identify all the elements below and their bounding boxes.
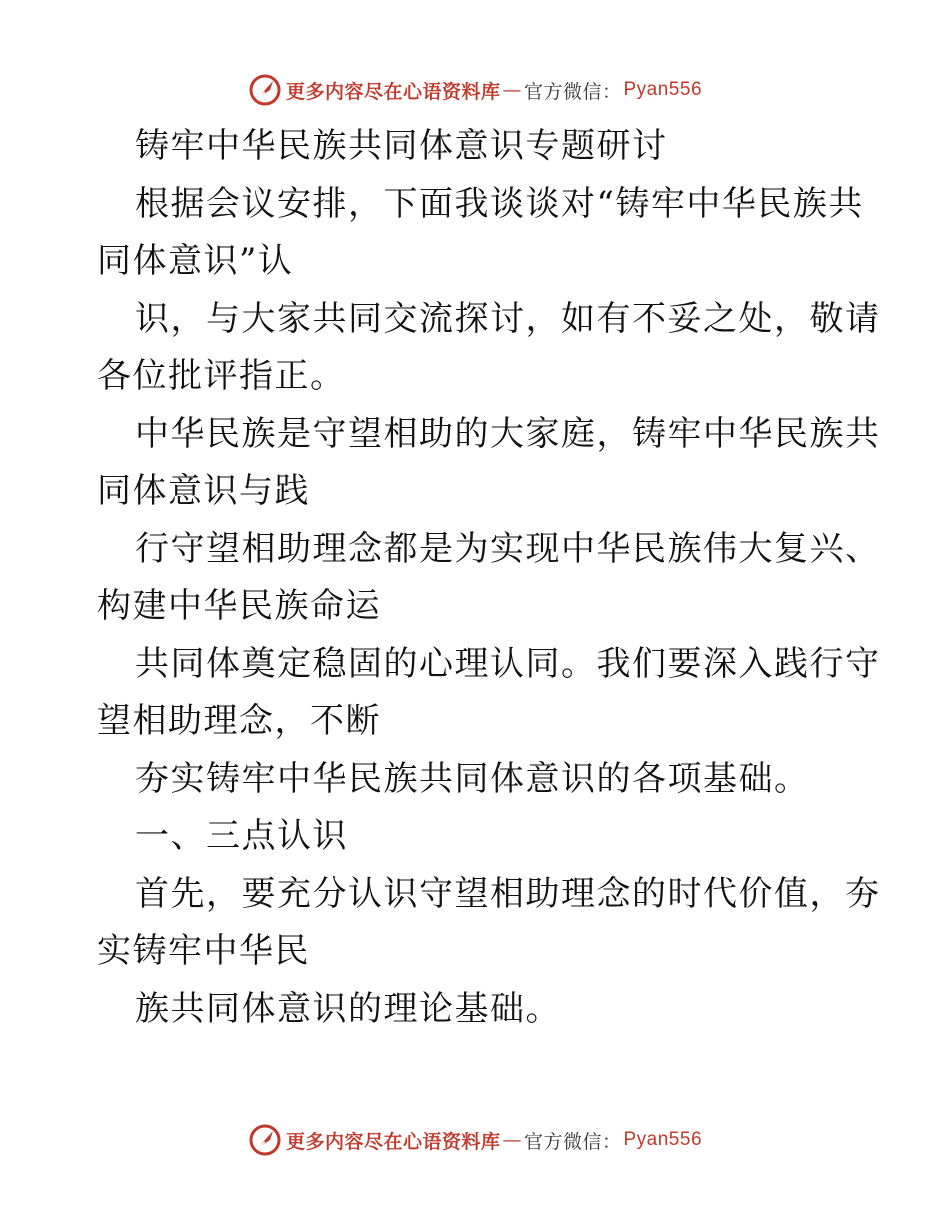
watermark-wechat-label: 官方微信： — [523, 80, 622, 103]
document-title: 铸牢中华民族共同体意识专题研讨 — [135, 126, 668, 166]
header-watermark-banner — [0, 70, 950, 110]
watermark-dash: — — [502, 1129, 522, 1151]
quill-logo-icon — [248, 1123, 282, 1157]
section-heading: 一、三点认识 — [135, 816, 348, 856]
text-line: 同体意识与践 — [97, 471, 310, 511]
quill-logo-icon — [248, 73, 282, 107]
watermark-wechat-id: Pyan556 — [623, 79, 703, 100]
text-line: 族共同体意识的理论基础。 — [135, 988, 561, 1029]
watermark-wechat-id: Pyan556 — [623, 1129, 703, 1150]
text-line: 夯实铸牢中华民族共同体意识的各项基础。 — [135, 758, 810, 799]
watermark-main-text: 更多内容尽在心语资料库 — [285, 1130, 501, 1153]
text-line: 行守望相助理念都是为实现中华民族伟大复兴、 — [135, 528, 881, 569]
text-line: 同体意识”认 — [97, 241, 294, 281]
text-line: 共同体奠定稳固的心理认同。我们要深入践行守 — [135, 643, 881, 684]
text-line: 构建中华民族命运 — [97, 586, 381, 626]
watermark-text — [286, 77, 702, 104]
text-line: 望相助理念，不断 — [97, 701, 381, 741]
text-line: 首先，要充分认识守望相助理念的时代价值，夯 — [135, 873, 881, 914]
watermark-text — [286, 1127, 702, 1154]
watermark-main-text: 更多内容尽在心语资料库 — [285, 80, 501, 103]
watermark-dash: — — [502, 79, 522, 101]
text-line: 实铸牢中华民 — [97, 931, 310, 971]
text-line: 根据会议安排，下面我谈谈对“铸牢中华民族共 — [135, 183, 864, 224]
document-body — [97, 118, 881, 1038]
text-line: 识，与大家共同交流探讨，如有不妥之处，敬请 — [135, 298, 881, 339]
text-line: 中华民族是守望相助的大家庭，铸牢中华民族共 — [135, 413, 881, 454]
watermark-wechat-label: 官方微信： — [523, 1130, 622, 1153]
text-line: 各位批评指正。 — [97, 356, 346, 396]
footer-watermark-banner — [0, 1120, 950, 1160]
